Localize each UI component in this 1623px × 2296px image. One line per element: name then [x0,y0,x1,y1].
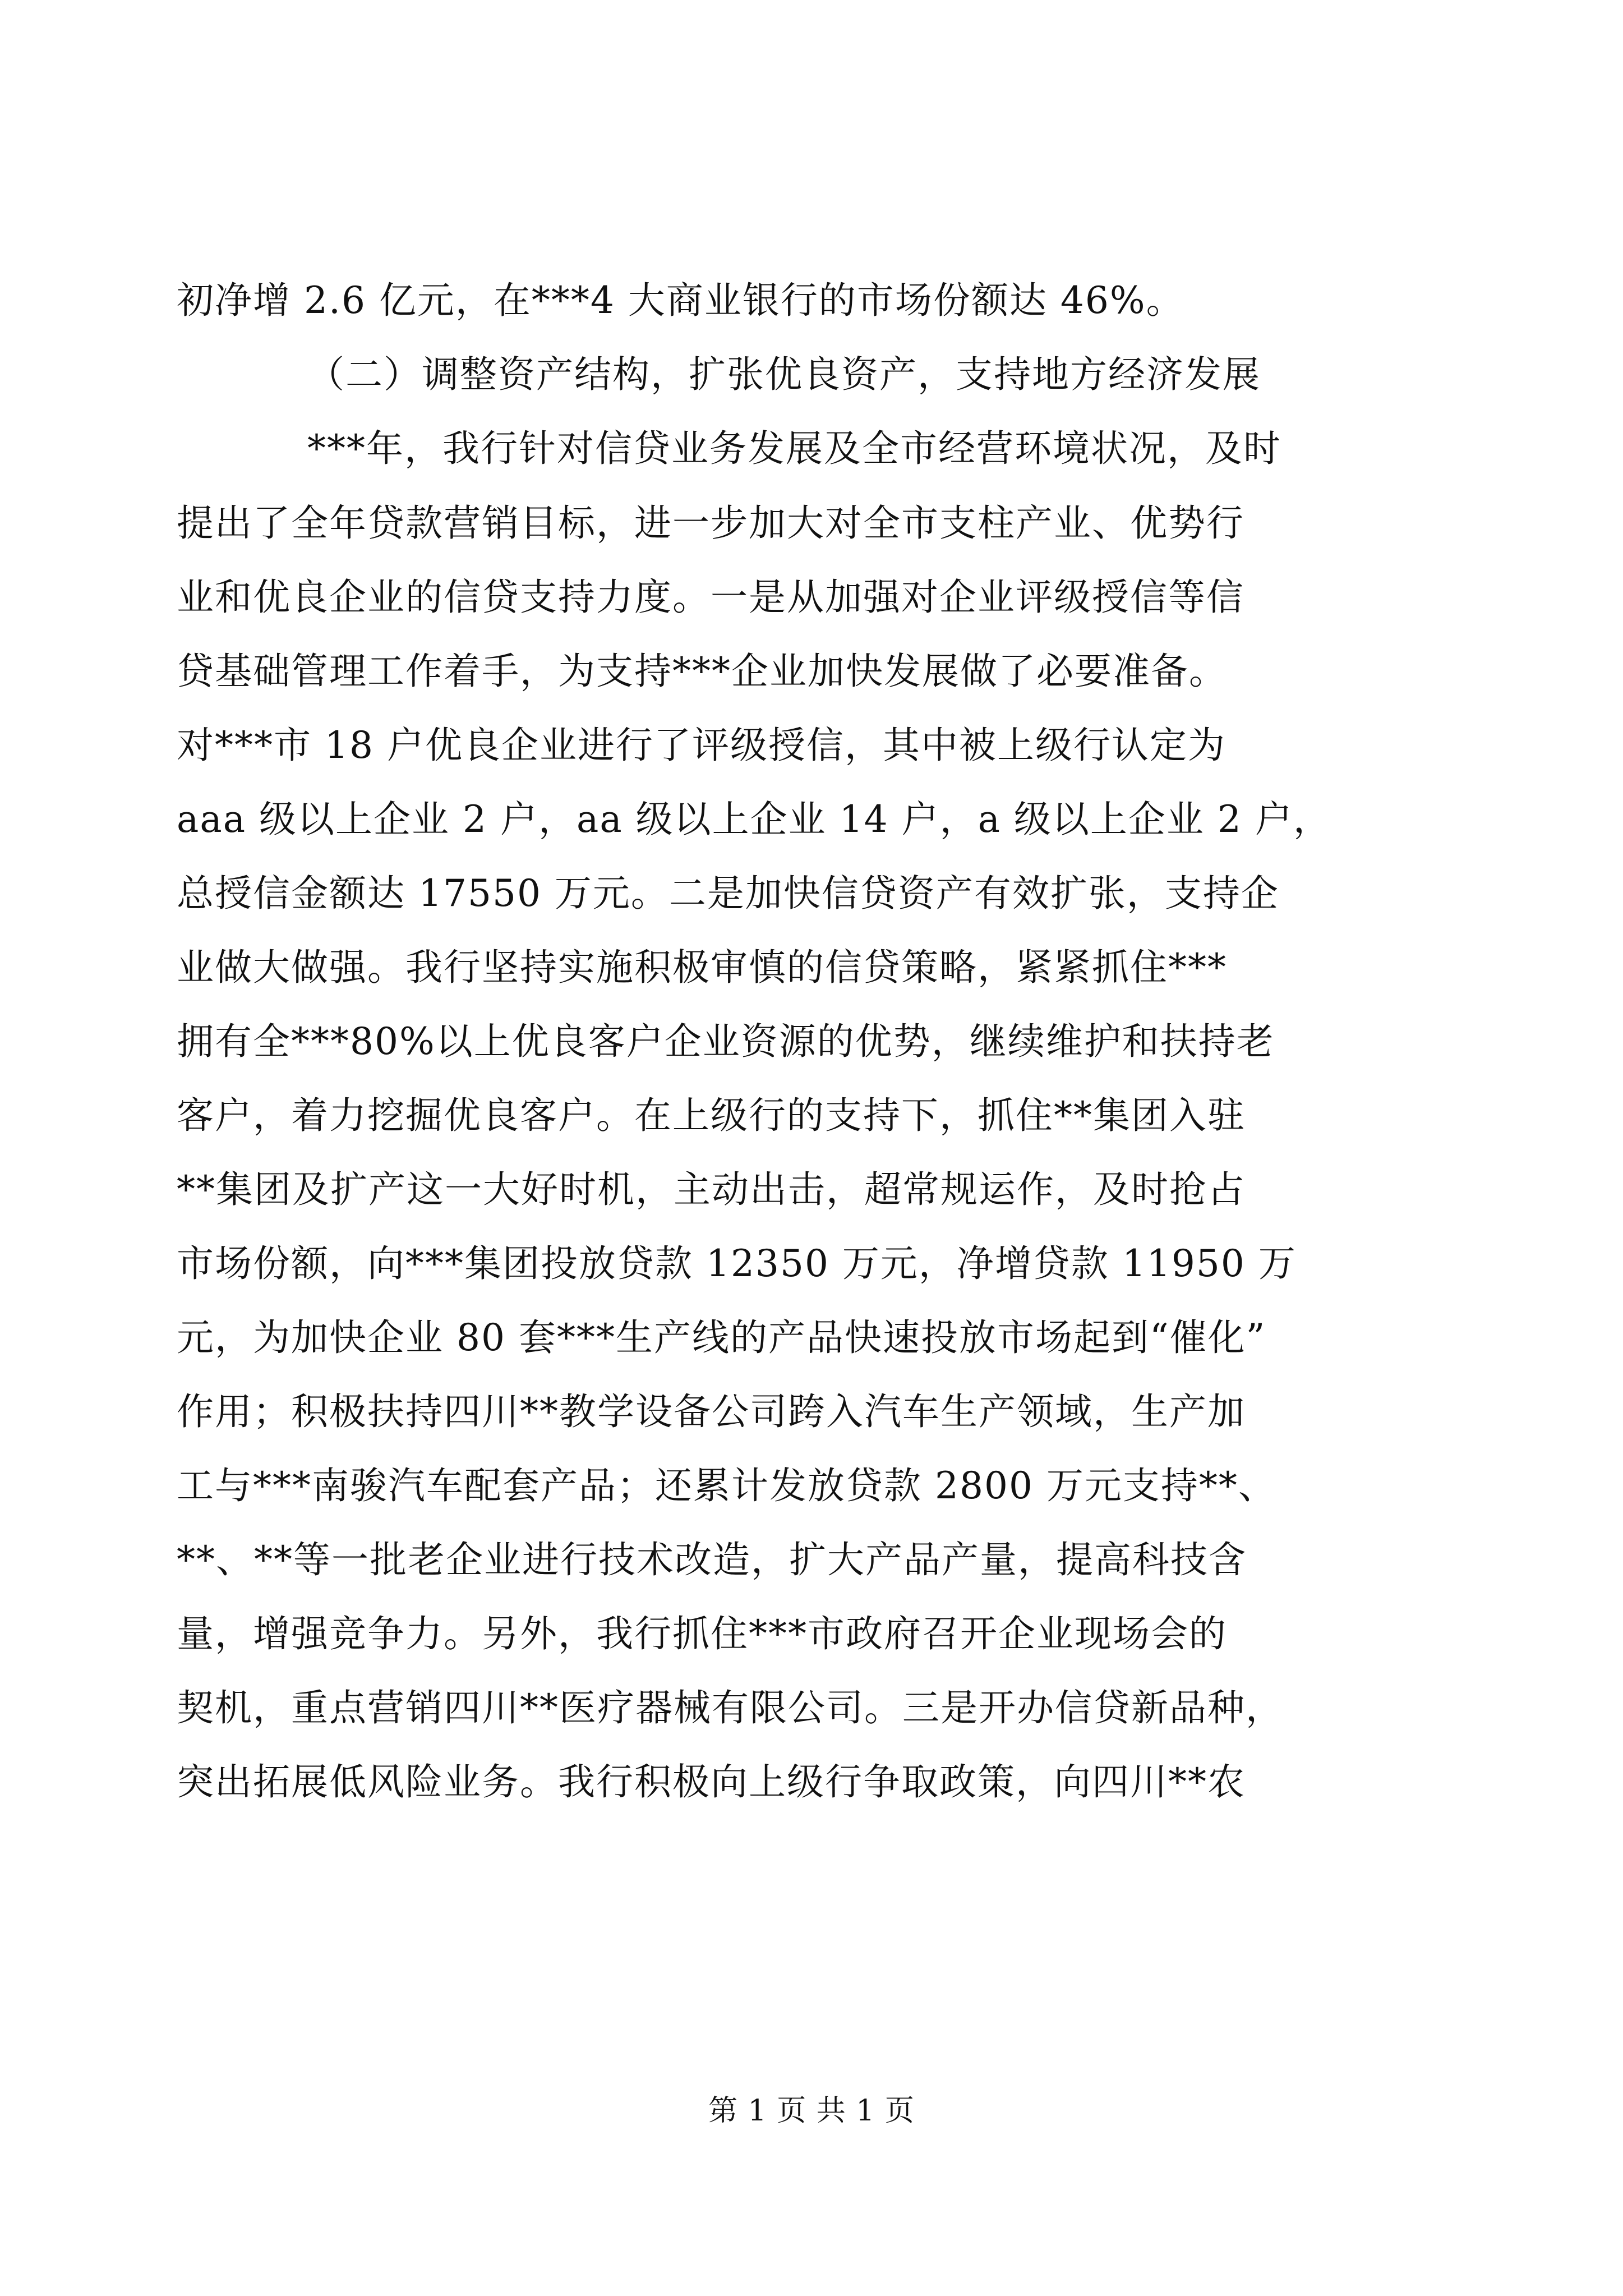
text-line-11: 拥有全***80%以上优良客户企业资源的优势，继续维护和扶持老 [177,1020,1275,1063]
text-line-16: 作用；积极扶持四川**教学设备公司跨入汽车生产领域，生产加 [177,1390,1246,1433]
text-line-6: 贷基础管理工作着手，为支持***企业加快发展做了必要准备。 [177,650,1227,693]
page-number-footer: 第 1 页 共 1 页 [708,2094,915,2128]
text-line-18: **、**等一批老企业进行技术改造，扩大产品产量，提高科技含 [177,1538,1247,1581]
text-line-7: 对***市 18 户优良企业进行了评级授信，其中被上级行认定为 [177,724,1226,767]
text-line-1: 初净增 2.6 亿元，在***4 大商业银行的市场份额达 46%。 [177,279,1184,322]
text-line-13: **集团及扩产这一大好时机，主动出击，超常规运作，及时抢占 [177,1168,1246,1211]
text-line-17: 工与***南骏汽车配套产品；还累计发放贷款 2800 万元支持**、 [177,1464,1276,1507]
text-line-15: 元，为加快企业 80 套***生产线的产品快速投放市场起到“催化” [177,1316,1266,1359]
text-line-21: 突出拓展低风险业务。我行积极向上级行争取政策，向四川**农 [177,1760,1246,1803]
paragraph-first-line: ***年，我行针对信贷业务发展及全市经营环境状况，及时 [307,427,1281,470]
text-line-10: 业做大做强。我行坚持实施积极审慎的信贷策略，紧紧抓住*** [177,946,1227,989]
text-line-19: 量，增强竞争力。另外，我行抓住***市政府召开企业现场会的 [177,1612,1227,1655]
text-line-5: 业和优良企业的信贷支持力度。一是从加强对企业评级授信等信 [177,576,1244,619]
text-line-12: 客户，着力挖掘优良客户。在上级行的支持下，抓住**集团入驻 [177,1094,1246,1137]
text-line-14: 市场份额，向***集团投放贷款 12350 万元，净增贷款 11950 万 [177,1242,1297,1285]
text-line-4: 提出了全年贷款营销目标，进一步加大对全市支柱产业、优势行 [177,501,1244,545]
text-line-20: 契机，重点营销四川**医疗器械有限公司。三是开办信贷新品种， [177,1686,1284,1729]
text-line-9: 总授信金额达 17550 万元。二是加快信贷资产有效扩张，支持企 [177,872,1279,915]
section-heading: （二）调整资产结构，扩张优良资产，支持地方经济发展 [307,353,1261,396]
text-line-8: aaa 级以上企业 2 户，aa 级以上企业 14 户，a 级以上企业 2 户， [177,798,1331,841]
